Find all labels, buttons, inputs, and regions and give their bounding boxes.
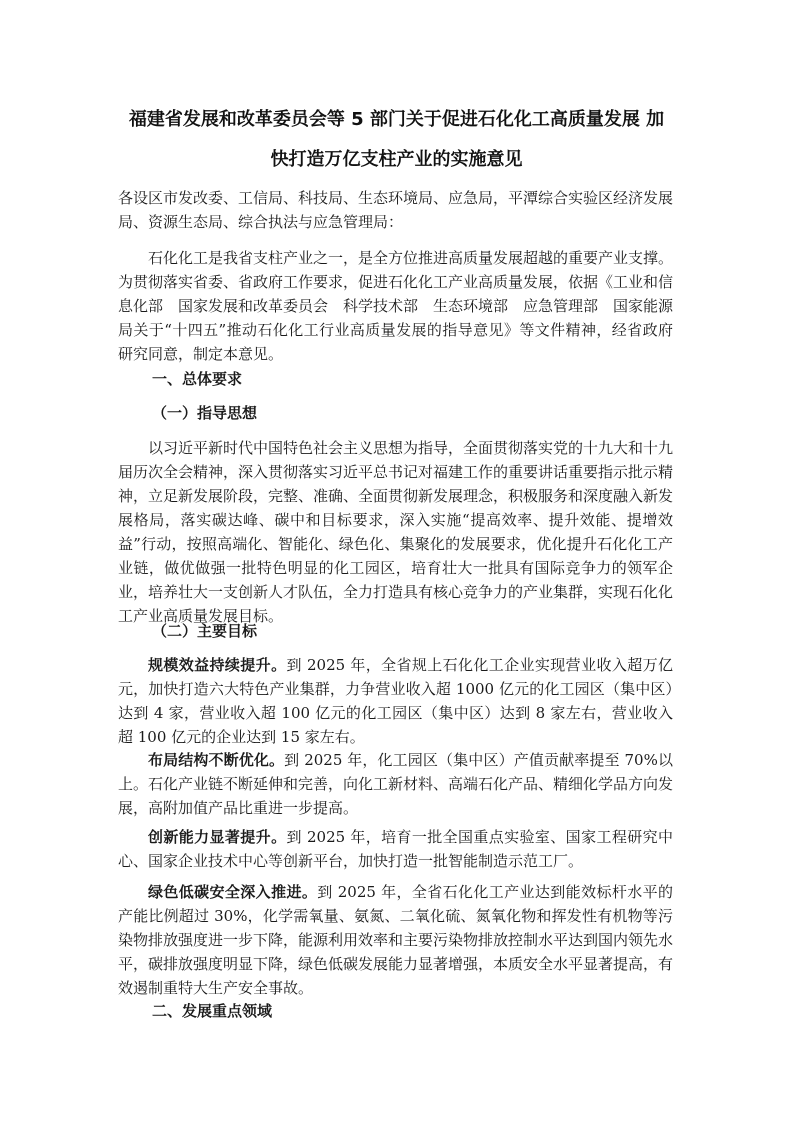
goal-paragraph-innovation [118, 825, 673, 873]
goal-lead-layout: 布局结构不断优化。 [148, 751, 285, 769]
section-heading-general-requirements: 一、总体要求 [152, 370, 243, 388]
goal-paragraph-green [118, 880, 673, 1000]
goal-lead-green: 绿色低碳安全深入推进。 [148, 883, 318, 901]
document-title [110, 100, 683, 180]
subheading-main-goals: （二）主要目标 [152, 622, 258, 640]
guiding-ideology-paragraph: 以习近平新时代中国特色社会主义思想为指导，全面贯彻落实党的十九大和十九届历次全会精神，深入贯彻落实习近平总书记对福建工作的重要讲话重要指示批示精神，立足新发展阶段，完整、准确、全面贯彻新发展理念，积极服务和深度融入新发展格局，落实碳达峰、碳中和目标要求，深入实施“提高效率、提升效能、提增效益”行动，按照高端化、智能化、绿色化、集聚化的发展要求，优化提升石化化工产业链，做优做强一批特色明显的化工园区，培育壮大一批具有国际竞争力的领军企业，培养壮大一支创新人才队伍，全力打造具有核心竞争力的产业集群，实现石化化工产业高质量发展目标。 [118, 439, 674, 625]
addressees: 各设区市发改委、工信局、科技局、生态环境局、应急局，平潭综合实验区经济发展局、资源生态局、综合执法与应急管理局： [118, 189, 674, 231]
title-line-1: 福建省发展和改革委员会等 5 部门关于促进石化化工高质量发展 加 [128, 109, 665, 130]
goal-paragraph-layout [118, 748, 673, 820]
goal-text-scale: 到 2025 年，全省规上石化化工企业实现营业收入超万亿元，加快打造六大特色产业集群，力争营业收入超 1000 亿元的化工园区（集中区）达到 4 家，营业收入超 100 亿元的化工园区（集中区）达到 8 家左右，营业收入超 100 亿元的企业达到 15 家左右。 [118, 656, 673, 746]
subheading-guiding-ideology: （一）指导思想 [152, 404, 258, 422]
title-line-2: 快打造万亿支柱产业的实施意见 [270, 149, 523, 170]
section-heading-key-areas: 二、发展重点领域 [152, 1002, 273, 1020]
intro-paragraph: 石化化工是我省支柱产业之一，是全方位推进高质量发展超越的重要产业支撑。为贯彻落实省委、省政府工作要求，促进石化化工产业高质量发展，依据《工业和信息化部 国家发展和改革委员会 科学技术部 生态环境部 应急管理部 国家能源局关于“十四五”推动石化化工行业高质量发展的指导意见》等文件精神，经省政府研究同意，制定本意见。 [118, 249, 674, 363]
goal-paragraph-scale [118, 653, 673, 749]
goal-text-layout: 到 2025 年，化工园区（集中区）产值贡献率提至 70%以上。石化产业链不断延伸和完善，向化工新材料、高端石化产品、精细化学品方向发展，高附加值产品比重进一步提高。 [118, 751, 674, 817]
goal-text-innovation: 到 2025 年，培育一批全国重点实验室、国家工程研究中心、国家企业技术中心等创新平台，加快打造一批智能制造示范工厂。 [118, 828, 673, 870]
goal-text-green: 到 2025 年，全省石化化工产业达到能效标杆水平的产能比例超过 30%，化学需氧量、氨氮、二氧化硫、氮氧化物和挥发性有机物等污染物排放强度进一步下降，能源利用效率和主要污染物排放控制水平达到国内领先水平，碳排放强度明显下降，绿色低碳发展能力显著增强，本质安全水平显著提高，有效遏制重特大生产安全事故。 [118, 883, 674, 997]
goal-lead-innovation: 创新能力显著提升。 [148, 828, 287, 846]
goal-lead-scale: 规模效益持续提升。 [148, 656, 287, 674]
